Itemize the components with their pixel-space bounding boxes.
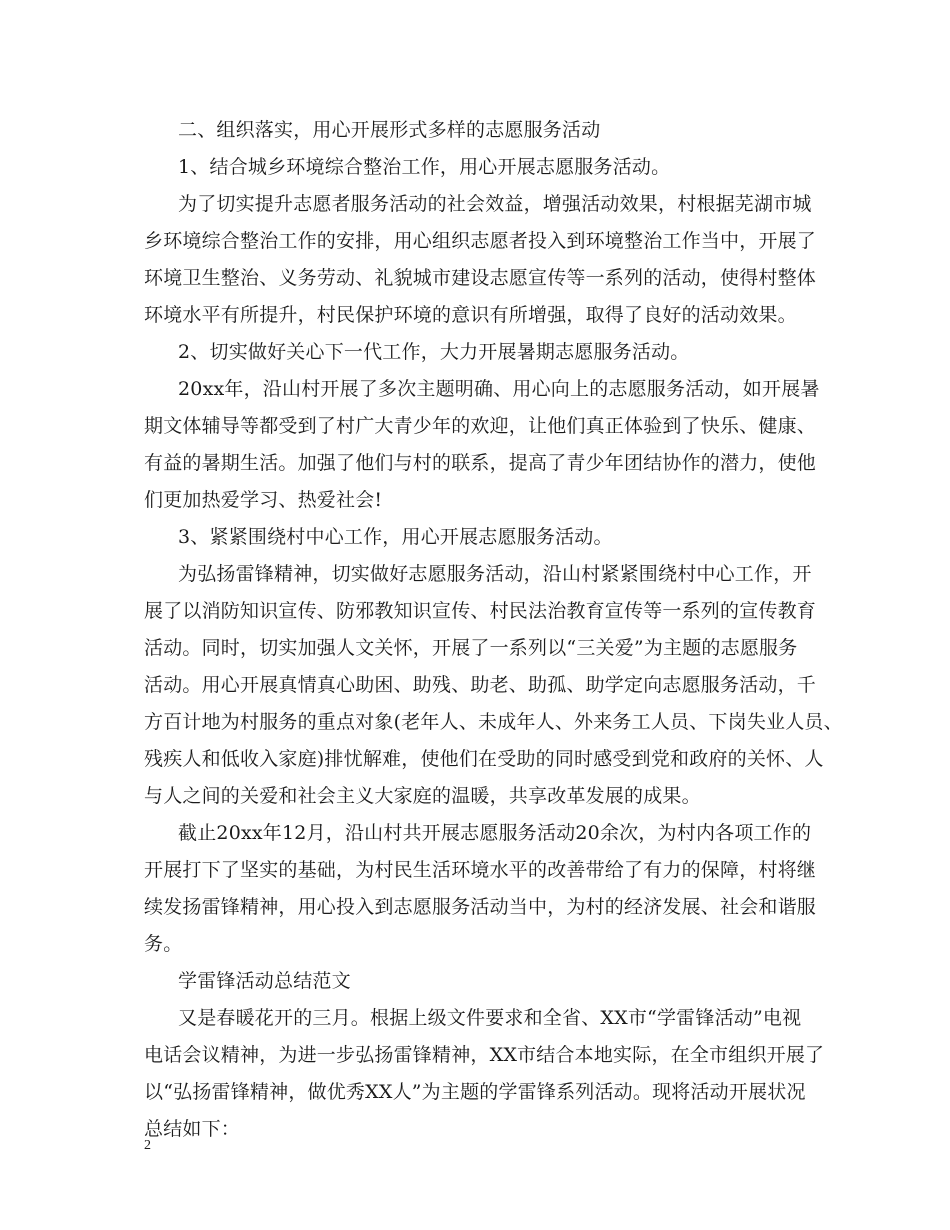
paragraph-line: 环境卫生整治、义务劳动、礼貌城市建设志愿宣传等一系列的活动，使得村整体 bbox=[144, 267, 817, 289]
paragraph-line: 展了以消防知识宣传、防邪教知识宣传、村民法治教育宣传等一系列的宣传教育 bbox=[144, 600, 817, 622]
subheading: 2、切实做好关心下一代工作，大力开展暑期志愿服务活动。 bbox=[178, 341, 690, 363]
paragraph-line: 活动。同时，切实加强人文关怀，开展了一系列以“三关爱”为主题的志愿服务 bbox=[144, 637, 798, 659]
paragraph-line: 们更加热爱学习、热爱社会! bbox=[144, 489, 383, 511]
paragraph-line: 以“弘扬雷锋精神，做优秀XX人”为主题的学雷锋系列活动。现将活动开展状况 bbox=[144, 1081, 806, 1103]
subheading: 3、紧紧围绕村中心工作，用心开展志愿服务活动。 bbox=[178, 526, 613, 548]
section-heading: 二、组织落实，用心开展形式多样的志愿服务活动 bbox=[178, 119, 601, 141]
paragraph-line: 环境水平有所提升，村民保护环境的意识有所增强，取得了良好的活动效果。 bbox=[144, 304, 797, 326]
paragraph-line: 电话会议精神，为进一步弘扬雷锋精神，XX市结合本地实际，在全市组织开展了 bbox=[144, 1044, 825, 1066]
paragraph-line: 续发扬雷锋精神，用心投入到志愿服务活动当中，为村的经济发展、社会和谐服 bbox=[144, 896, 817, 918]
paragraph-line: 为了切实提升志愿者服务活动的社会效益，增强活动效果，村根据芜湖市城 bbox=[178, 193, 812, 215]
paragraph-line: 活动。用心开展真情真心助困、助残、助老、助孤、助学定向志愿服务活动，千 bbox=[144, 674, 817, 696]
paragraph-line: 方百计地为村服务的重点对象(老年人、未成年人、外来务工人员、下岗失业人员、 bbox=[144, 711, 843, 733]
subheading: 1、结合城乡环境综合整治工作，用心开展志愿服务活动。 bbox=[178, 156, 671, 178]
paragraph-line: 期文体辅导等都受到了村广大青少年的欢迎，让他们真正体验到了快乐、健康、 bbox=[144, 415, 817, 437]
paragraph-line: 与人之间的关爱和社会主义大家庭的温暖，共享改革发展的成果。 bbox=[144, 785, 701, 807]
paragraph-line: 乡环境综合整治工作的安排，用心组织志愿者投入到环境整治工作当中，开展了 bbox=[144, 230, 817, 252]
paragraph-line: 有益的暑期生活。加强了他们与村的联系，提高了青少年团结协作的潜力，使他 bbox=[144, 452, 817, 474]
paragraph-line: 截止20xx年12月，沿山村共开展志愿服务活动20余次，为村内各项工作的 bbox=[178, 822, 812, 844]
paragraph-line: 总结如下： bbox=[144, 1118, 241, 1140]
paragraph-line: 残疾人和低收入家庭)排忧解难，使他们在受助的同时感受到党和政府的关怀、人 bbox=[144, 748, 824, 770]
paragraph-line: 为弘扬雷锋精神，切实做好志愿服务活动，沿山村紧紧围绕村中心工作，开 bbox=[178, 563, 812, 585]
paragraph-line: 开展打下了坚实的基础，为村民生活环境水平的改善带给了有力的保障，村将继 bbox=[144, 859, 817, 881]
paragraph-line: 务。 bbox=[144, 933, 183, 955]
paragraph-line: 又是春暖花开的三月。根据上级文件要求和全省、XX市“学雷锋活动”电视 bbox=[178, 1007, 802, 1029]
paragraph-line: 20xx年，沿山村开展了多次主题明确、用心向上的志愿服务活动，如开展暑 bbox=[178, 378, 820, 400]
page-number: 2 bbox=[144, 1138, 151, 1153]
article-title: 学雷锋活动总结范文 bbox=[178, 970, 351, 992]
